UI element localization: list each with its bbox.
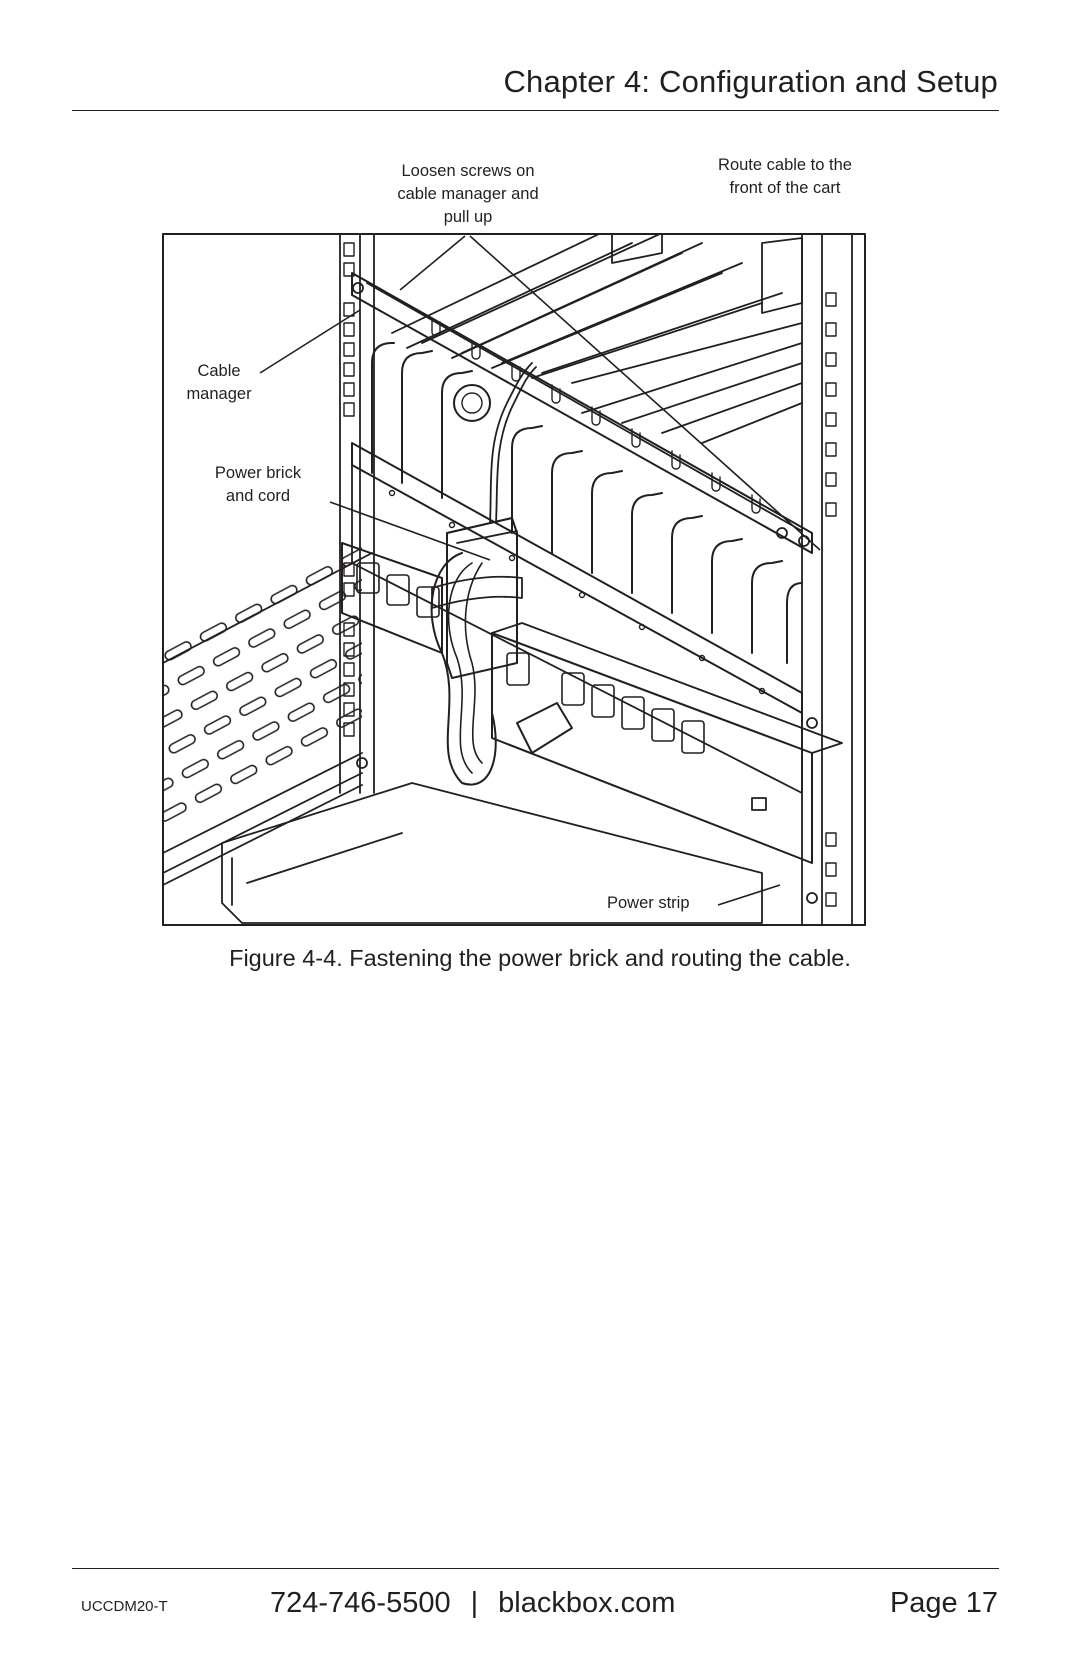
callout-line: front of the cart: [729, 179, 841, 197]
website-link[interactable]: blackbox.com: [498, 1587, 676, 1619]
footer-separator: |: [470, 1587, 479, 1619]
callout-line: manager: [186, 385, 252, 403]
document-id: UCCDM20-T: [81, 1598, 168, 1615]
figure-caption: Figure 4-4. Fastening the power brick and routing the cable.: [229, 945, 851, 971]
callout-line: Power brick: [214, 464, 302, 482]
callout-line: Loosen screws on: [401, 162, 535, 180]
footer-contact: [270, 1587, 675, 1620]
page-number: Page 17: [889, 1587, 998, 1619]
callout-cable-manager: [174, 360, 264, 406]
figure-illustration: [162, 233, 866, 926]
footer-divider: [72, 1568, 999, 1569]
callout-line: Cable: [197, 362, 241, 380]
rack-drawing: [162, 233, 866, 926]
header-divider: [72, 110, 999, 111]
callout-line: and cord: [225, 487, 291, 505]
callout-power-brick: [200, 462, 316, 508]
callout-power-strip: Power strip: [607, 894, 690, 912]
callout-line: cable manager and: [397, 185, 539, 203]
callout-line: pull up: [443, 208, 493, 226]
callout-route-cable: [700, 154, 870, 200]
callout-loosen-screws: [378, 160, 558, 229]
phone-number: 724-746-5500: [270, 1587, 451, 1619]
page-header-title: Chapter 4: Configuration and Setup: [503, 64, 998, 99]
callout-line: Route cable to the: [718, 156, 852, 174]
